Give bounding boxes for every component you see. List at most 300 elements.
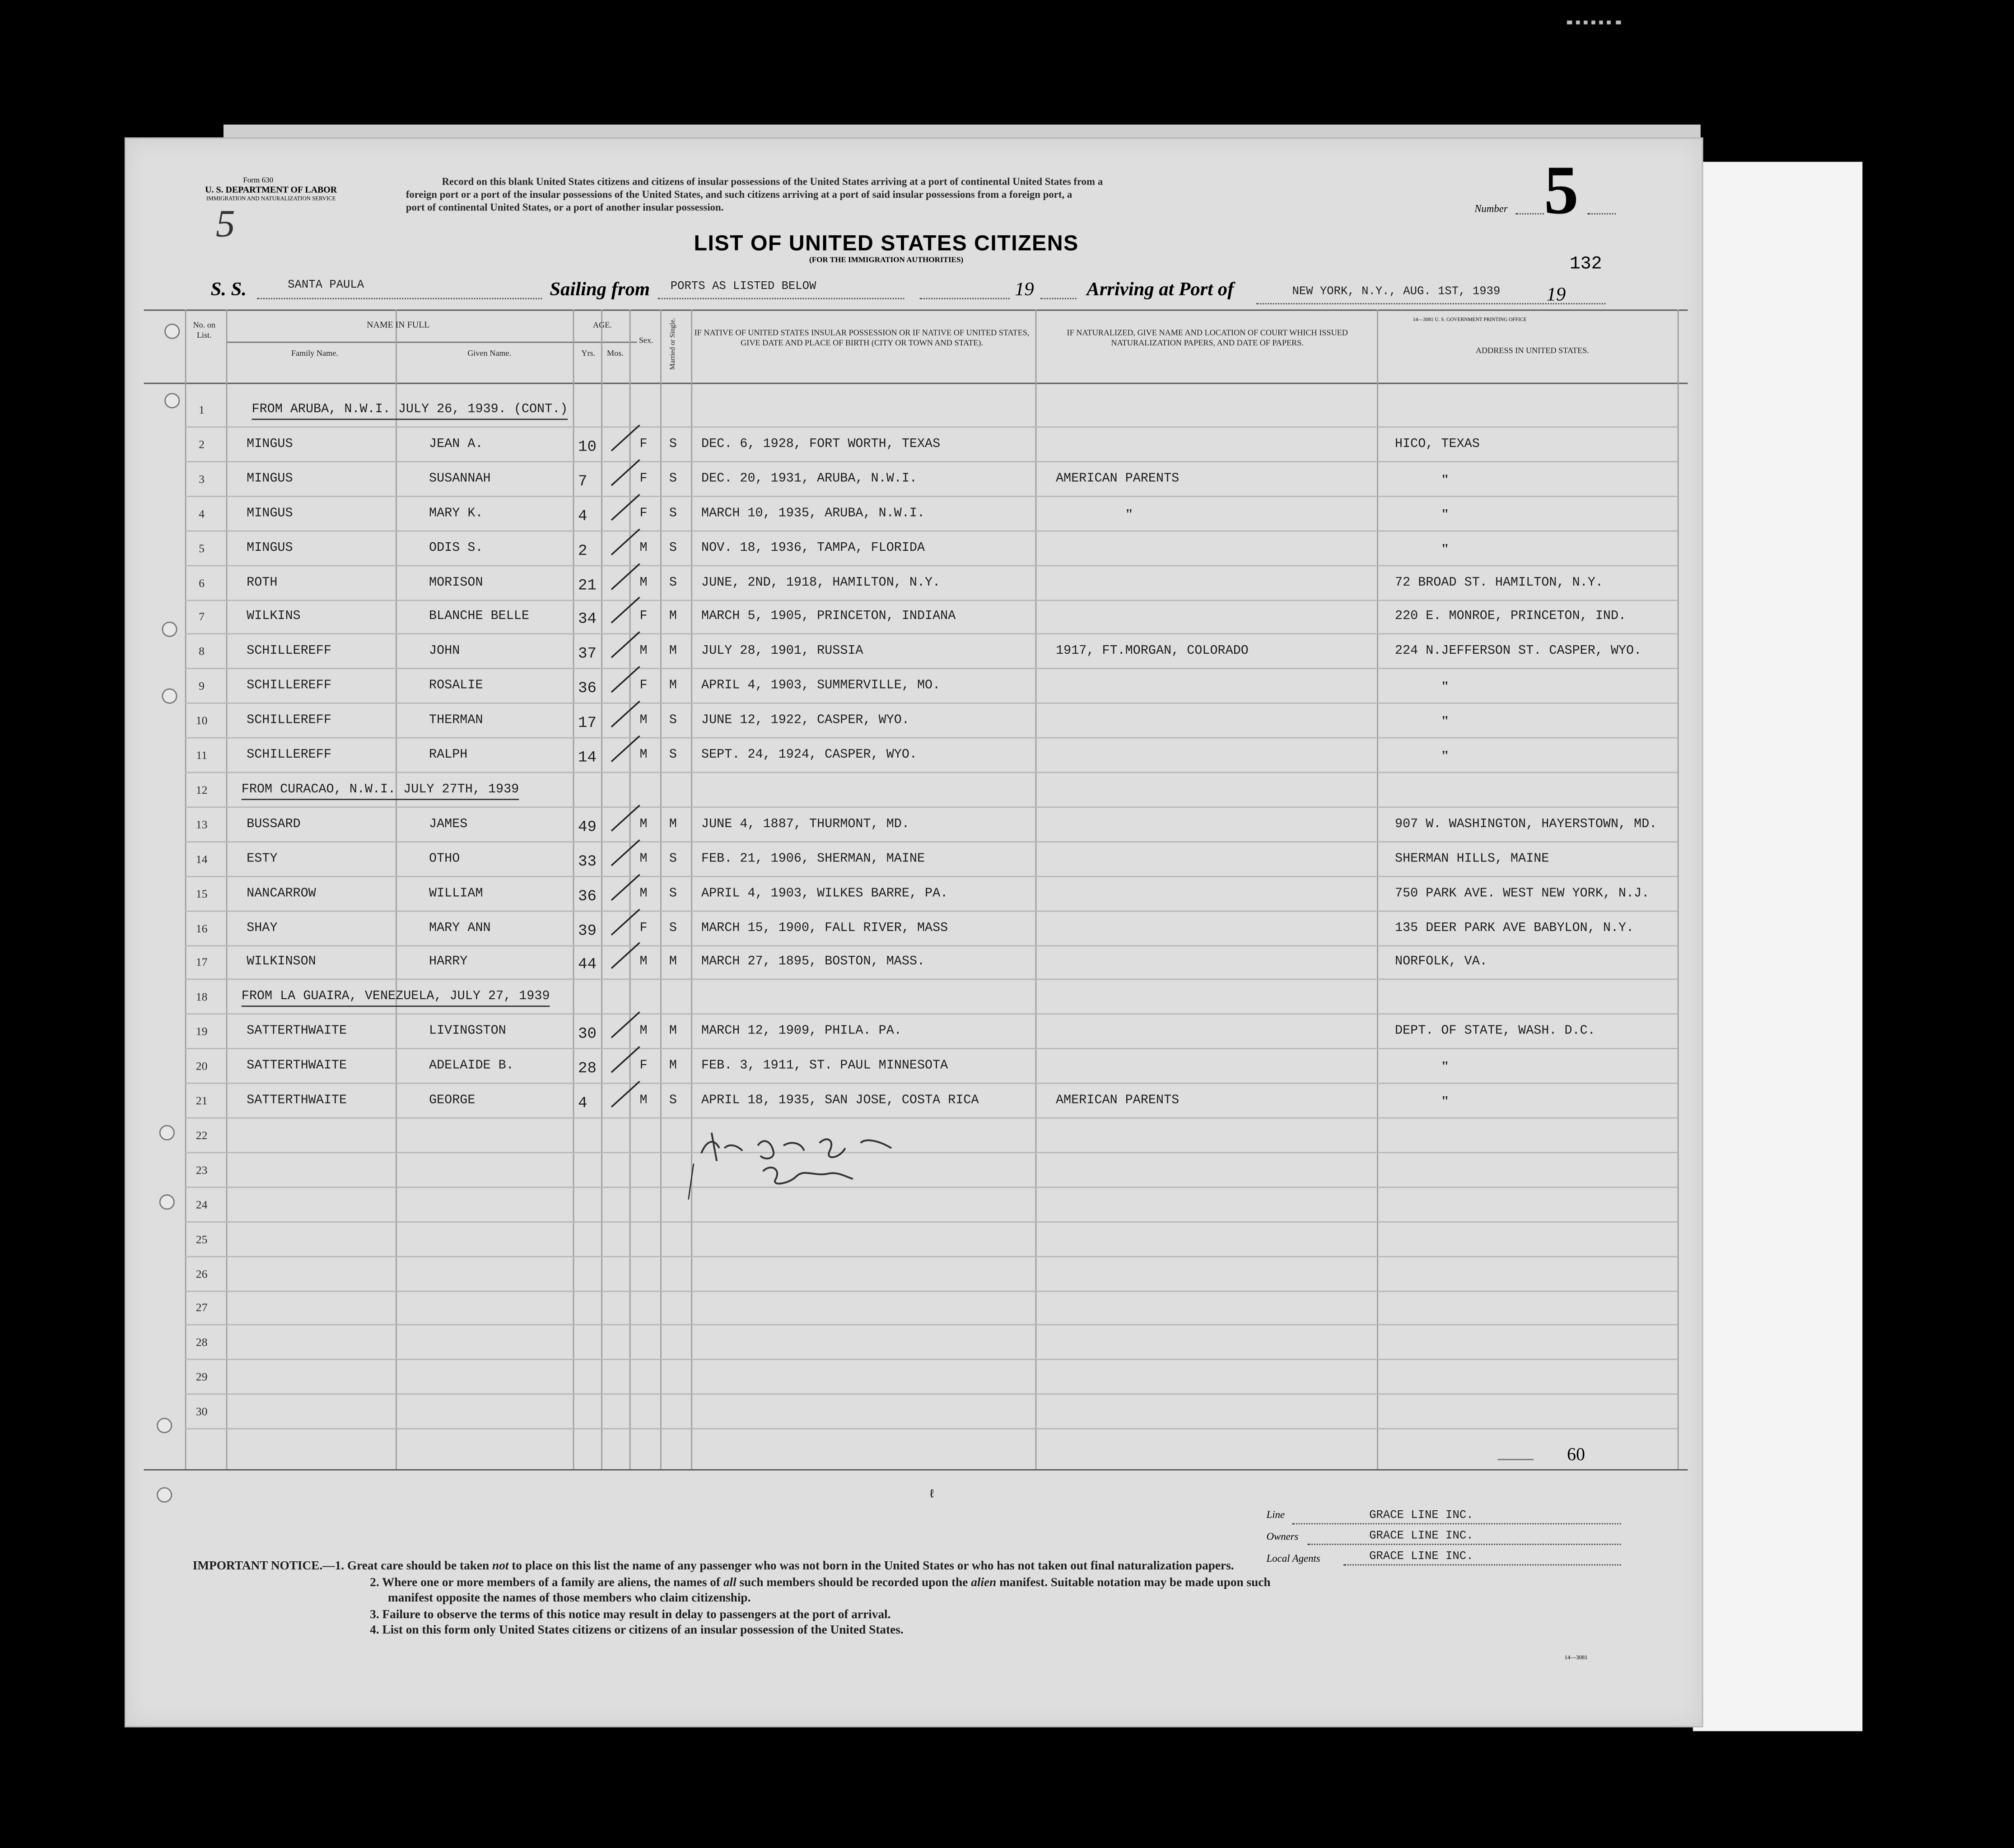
sex-cell: M (639, 852, 648, 867)
header-address: ADDRESS IN UNITED STATES. (1475, 346, 1589, 356)
sex-cell: F (639, 438, 648, 452)
marital-status-cell: S (669, 714, 677, 729)
birth-cell: JULY 28, 1901, RUSSIA (701, 645, 863, 660)
document-title: LIST OF UNITED STATES CITIZENS (694, 231, 1079, 256)
age-cell: 36 (578, 680, 597, 698)
given-name-cell: JEAN A. (429, 438, 483, 452)
sailing-line (657, 298, 904, 299)
row-number: 22 (196, 1128, 208, 1142)
address-cell: " (1441, 541, 1449, 557)
row-number: 3 (199, 472, 205, 485)
row-rule (185, 599, 1678, 600)
tally-number: 60 (1567, 1446, 1585, 1466)
sex-cell: M (639, 576, 648, 591)
given-name-cell: JOHN (429, 645, 460, 660)
family-name-cell: SCHILLEREFF (247, 714, 331, 729)
family-name-cell: SCHILLEREFF (247, 680, 331, 694)
given-name-cell: THERMAN (429, 714, 483, 729)
scan-mark (1567, 21, 1621, 30)
line-value: GRACE LINE INC. (1369, 1509, 1473, 1522)
marital-status-cell: M (669, 680, 677, 694)
arrival-value: NEW YORK, N.Y., AUG. 1ST, 1939 (1292, 285, 1501, 298)
binder-hole (159, 1125, 175, 1140)
row-number: 8 (199, 645, 205, 658)
header-given-name: Given Name. (467, 349, 512, 358)
birth-cell: MARCH 12, 1909, PHILA. PA. (701, 1025, 902, 1039)
birth-cell: FEB. 3, 1911, ST. PAUL MINNESOTA (701, 1059, 948, 1074)
column-rule (660, 310, 662, 1469)
underlying-sheet (1693, 162, 1862, 1731)
address-cell: " (1441, 749, 1449, 764)
column-rule (1377, 310, 1378, 1469)
column-rule (396, 310, 397, 1469)
given-name-cell: RALPH (429, 749, 468, 763)
notice-item-2-emph-all: all (723, 1575, 737, 1589)
row-number: 5 (199, 541, 205, 554)
sex-cell: F (639, 472, 648, 487)
row-number: 14 (196, 852, 208, 866)
family-name-cell: WILKINS (247, 610, 301, 625)
header-no-on-list: No. on List. (193, 321, 216, 340)
check-mark (606, 1007, 645, 1046)
row-rule (185, 530, 1678, 531)
notice-item-2-rest: manifest. Suitable notation may be made upon such (996, 1575, 1271, 1589)
row-number: 28 (196, 1336, 208, 1349)
year-prefix-2: 19 (1546, 285, 1566, 306)
row-rule (185, 1428, 1678, 1429)
notice-item-1-rest: to place on this list the name of any passenger who was not born in the United States or who has not taken out final naturalization papers. (508, 1559, 1234, 1573)
age-cell: 14 (578, 749, 597, 767)
age-cell: 30 (578, 1025, 597, 1043)
address-cell: NORFOLK, VA. (1395, 956, 1487, 970)
notice-item-1: 1. Great care should be taken (335, 1559, 493, 1573)
table-bottom-rule (144, 1469, 1688, 1471)
marital-status-cell: S (669, 749, 677, 763)
row-rule (185, 772, 1678, 773)
row-rule (185, 806, 1678, 808)
page-top-strip (224, 125, 1701, 137)
check-mark (606, 454, 645, 493)
row-number: 9 (199, 680, 205, 693)
year-prefix-1: 19 (1015, 280, 1034, 301)
age-cell: 10 (578, 438, 597, 456)
marital-status-cell: S (669, 472, 677, 487)
notice-item-2: 2. Where one or more members of a family are aliens, the names of (370, 1575, 723, 1589)
binder-hole (157, 1418, 172, 1433)
row-rule (185, 1187, 1678, 1188)
marital-status-cell: M (669, 818, 677, 832)
birth-cell: APRIL 18, 1935, SAN JOSE, COSTA RICA (701, 1094, 979, 1108)
age-cell: 39 (578, 921, 597, 940)
naturalized-cell: 1917, FT.MORGAN, COLORADO (1056, 645, 1249, 660)
row-number: 27 (196, 1301, 208, 1314)
section-header: FROM ARUBA, N.W.I. JULY 26, 1939. (CONT.) (252, 403, 568, 420)
check-mark (606, 834, 645, 873)
notice-item-1-emph: not (492, 1559, 509, 1573)
marital-status-cell: S (669, 921, 677, 936)
header-mos: Mos. (607, 349, 624, 358)
age-cell: 4 (578, 507, 587, 525)
agents-value: GRACE LINE INC. (1369, 1550, 1473, 1563)
row-rule (185, 979, 1678, 981)
marital-status-cell: S (669, 852, 677, 867)
sailing-from-value: PORTS AS LISTED BELOW (670, 280, 816, 293)
age-cell: 4 (578, 1094, 587, 1113)
line-underline (1292, 1523, 1621, 1524)
check-mark (606, 696, 645, 735)
birth-cell: MARCH 10, 1935, ARUBA, N.W.I. (701, 507, 925, 521)
birth-cell: JUNE 4, 1887, THURMONT, MD. (701, 818, 909, 832)
sex-cell: M (639, 1025, 648, 1039)
row-number: 18 (196, 990, 208, 1004)
sex-cell: M (639, 887, 648, 901)
age-cell: 49 (578, 818, 597, 836)
family-name-cell: NANCARROW (247, 887, 316, 901)
naturalized-cell: AMERICAN PARENTS (1056, 1094, 1179, 1108)
table-top-rule (144, 310, 1688, 311)
marital-status-cell: M (669, 1025, 677, 1039)
given-name-cell: OTHO (429, 852, 460, 867)
column-rule (1035, 310, 1037, 1469)
age-cell: 37 (578, 645, 597, 663)
row-number: 29 (196, 1370, 208, 1383)
row-number: 4 (199, 507, 205, 520)
marital-status-cell: M (669, 956, 677, 970)
check-mark (606, 938, 645, 977)
given-name-cell: GEORGE (429, 1094, 476, 1108)
marital-status-cell: S (669, 576, 677, 591)
record-instructions (406, 176, 1421, 214)
column-rule (601, 310, 602, 1469)
number-underline (1515, 213, 1544, 214)
header-birth: IF NATIVE OF UNITED STATES INSULAR POSSESSION OR IF NATIVE OF UNITED STATES, GIVE DATE AND PLACE OF BIRTH (CITY OR TOWN AND STATE). (694, 329, 1030, 348)
section-header: FROM CURACAO, N.W.I. JULY 27TH, 1939 (242, 783, 519, 800)
check-mark (606, 489, 645, 527)
binder-hole (162, 622, 177, 637)
given-name-cell: ODIS S. (429, 541, 483, 556)
row-rule (185, 426, 1678, 428)
binder-hole (164, 393, 180, 408)
sex-cell: M (639, 1094, 648, 1108)
naturalized-cell: AMERICAN PARENTS (1056, 472, 1179, 487)
name-subheader-rule (226, 342, 637, 343)
section-header: FROM LA GUAIRA, VENEZUELA, JULY 27, 1939 (242, 991, 550, 1007)
record-note-3: port of continental United States, or a port of another insular possession. (406, 201, 724, 214)
row-number: 12 (196, 783, 208, 796)
address-cell: " (1441, 507, 1449, 522)
row-number: 25 (196, 1232, 208, 1245)
row-rule (185, 668, 1678, 670)
column-rule (691, 310, 692, 1469)
given-name-cell: HARRY (429, 956, 468, 970)
marital-status-cell: S (669, 887, 677, 901)
given-name-cell: BLANCHE BELLE (429, 610, 529, 625)
document-subtitle: (FOR THE IMMIGRATION AUTHORITIES) (809, 256, 964, 265)
age-cell: 36 (578, 887, 597, 905)
family-name-cell: ESTY (247, 852, 278, 867)
row-number: 20 (196, 1059, 208, 1073)
sex-cell: M (639, 818, 648, 832)
sex-cell: F (639, 1059, 648, 1074)
age-cell: 21 (578, 576, 597, 594)
table-header-rule (144, 383, 1688, 384)
address-cell: HICO, TEXAS (1395, 438, 1480, 452)
number-underline-right (1588, 213, 1616, 214)
footer-code: 14—3081 (1564, 1654, 1588, 1661)
row-rule (185, 737, 1678, 739)
check-mark (606, 592, 645, 631)
family-name-cell: MINGUS (247, 472, 293, 487)
marital-status-cell: S (669, 541, 677, 556)
marital-status-cell: M (669, 645, 677, 660)
family-name-cell: ROTH (247, 576, 278, 591)
row-rule (185, 1117, 1678, 1119)
header-naturalized: IF NATURALIZED, GIVE NAME AND LOCATION OF COURT WHICH ISSUED NATURALIZATION PAPERS, AND DATE OF PAPERS. (1067, 329, 1348, 348)
address-cell: " (1441, 1059, 1449, 1075)
check-mark (606, 627, 645, 666)
record-note-2: foreign port or a port of the insular possessions of the United States, and such citizens arriving at a port of said insular possessions from a foreign port, a (406, 189, 1072, 200)
sailing-from-label: Sailing from (550, 280, 650, 301)
row-rule (185, 1359, 1678, 1360)
handwritten-signature (686, 1125, 930, 1202)
row-number: 24 (196, 1197, 208, 1211)
year-line-1 (1040, 298, 1077, 299)
given-name-cell: MORISON (429, 576, 483, 591)
row-number: 11 (196, 749, 207, 762)
row-rule (185, 1014, 1678, 1015)
important-notice (193, 1559, 1644, 1639)
birth-cell: FEB. 21, 1906, SHERMAN, MAINE (701, 852, 925, 867)
check-mark (606, 420, 645, 458)
check-mark (606, 731, 645, 769)
age-cell: 33 (578, 852, 597, 870)
marital-status-cell: S (669, 1094, 677, 1108)
birth-cell: DEC. 6, 1928, FORT WORTH, TEXAS (701, 438, 941, 452)
given-name-cell: MARY ANN (429, 921, 491, 936)
family-name-cell: BUSSARD (247, 818, 301, 832)
age-cell: 7 (578, 472, 587, 490)
department-name: U. S. DEPARTMENT OF LABOR (205, 185, 337, 196)
binder-hole (164, 324, 180, 339)
address-cell: 907 W. WASHINGTON, HAYERSTOWN, MD. (1395, 818, 1657, 832)
service-name: IMMIGRATION AND NATURALIZATION SERVICE (206, 195, 336, 202)
row-rule (185, 910, 1678, 912)
row-number: 6 (199, 576, 205, 589)
tally-rule (1498, 1459, 1534, 1460)
check-mark (606, 523, 645, 562)
sex-cell: F (639, 921, 648, 936)
notice-item-2-cont: manifest opposite the names of those members who claim citizenship. (388, 1591, 751, 1606)
ship-name: SANTA PAULA (288, 279, 364, 292)
binder-hole (162, 689, 177, 704)
row-number: 15 (196, 887, 208, 900)
row-number: 2 (199, 438, 205, 451)
birth-cell: MARCH 27, 1895, BOSTON, MASS. (701, 956, 925, 970)
column-rule (573, 310, 574, 1469)
check-mark (606, 1076, 645, 1115)
sailing-date-line (920, 298, 1010, 299)
notice-item-3: 3. Failure to observe the terms of this notice may result in delay to passengers at the port of arrival. (370, 1607, 891, 1622)
agents-label: Local Agents (1266, 1552, 1320, 1564)
given-name-cell: ROSALIE (429, 680, 483, 694)
ship-name-line (257, 298, 542, 299)
sex-cell: M (639, 956, 648, 970)
row-rule (185, 564, 1678, 566)
header-name-in-full: NAME IN FULL (367, 320, 430, 330)
row-rule (185, 1325, 1678, 1326)
address-cell: " (1441, 472, 1449, 488)
column-rule (1678, 310, 1679, 1469)
owners-underline (1308, 1544, 1621, 1545)
family-name-cell: SATTERTHWAITE (247, 1059, 347, 1074)
row-number: 23 (196, 1163, 208, 1176)
owners-value: GRACE LINE INC. (1369, 1529, 1473, 1543)
age-cell: 17 (578, 714, 597, 732)
row-number: 7 (199, 610, 205, 624)
row-rule (185, 495, 1678, 497)
given-name-cell: ADELAIDE B. (429, 1059, 514, 1074)
check-mark (606, 869, 645, 908)
column-rule (226, 310, 228, 1469)
header-age: AGE. (593, 321, 612, 330)
notice-item-4: 4. List on this form only United States citizens or citizens of an insular possession of the United States. (370, 1623, 904, 1638)
check-mark (606, 558, 645, 596)
notice-item-2-mid: such members should be recorded upon the (736, 1575, 971, 1589)
birth-cell: NOV. 18, 1936, TAMPA, FLORIDA (701, 541, 925, 556)
check-mark (606, 903, 645, 942)
address-cell: 135 DEER PARK AVE BABYLON, N.Y. (1395, 921, 1634, 936)
address-cell: " (1441, 680, 1449, 695)
row-number: 16 (196, 921, 208, 935)
binder-hole (159, 1194, 175, 1210)
family-name-cell: SCHILLEREFF (247, 645, 331, 660)
ss-label: S. S. (210, 280, 247, 301)
notice-item-2-emph-alien: alien (971, 1575, 997, 1589)
printer-note: 14—3081 U. S. GOVERNMENT PRINTING OFFICE (1413, 316, 1527, 322)
row-rule (185, 1256, 1678, 1257)
family-name-cell: MINGUS (247, 507, 293, 521)
address-cell: 220 E. MONROE, PRINCETON, IND. (1395, 610, 1627, 625)
form-number: Form 630 (243, 177, 274, 185)
arriving-label: Arriving at Port of (1086, 280, 1234, 301)
sex-cell: M (639, 749, 648, 763)
row-rule (185, 1290, 1678, 1291)
row-rule (185, 703, 1678, 704)
manifest-number: 5 (1543, 151, 1579, 229)
sex-cell: M (639, 541, 648, 556)
age-cell: 28 (578, 1059, 597, 1078)
address-cell: DEPT. OF STATE, WASH. D.C. (1395, 1025, 1595, 1039)
address-cell: " (1441, 714, 1449, 730)
marital-status-cell: M (669, 610, 677, 625)
address-cell: 750 PARK AVE. WEST NEW YORK, N.J. (1395, 887, 1650, 901)
birth-cell: JUNE 12, 1922, CASPER, WYO. (701, 714, 909, 729)
given-name-cell: WILLIAM (429, 887, 483, 901)
row-number: 30 (196, 1405, 208, 1418)
family-name-cell: SCHILLEREFF (247, 749, 331, 763)
sex-cell: M (639, 645, 648, 660)
header-yrs: Yrs. (581, 349, 596, 358)
age-cell: 2 (578, 541, 587, 560)
given-name-cell: LIVINGSTON (429, 1025, 506, 1039)
owners-label: Owners (1266, 1531, 1299, 1543)
row-number: 26 (196, 1267, 208, 1280)
family-name-cell: SATTERTHWAITE (247, 1094, 347, 1108)
birth-cell: APRIL 4, 1903, SUMMERVILLE, MO. (701, 680, 941, 694)
given-name-cell: MARY K. (429, 507, 483, 521)
header-family-name: Family Name. (291, 349, 338, 358)
marital-status-cell: M (669, 1059, 677, 1074)
pencil-mark: ℓ (930, 1487, 934, 1500)
number-label: Number (1474, 203, 1508, 215)
birth-cell: MARCH 15, 1900, FALL RIVER, MASS (701, 921, 948, 936)
row-number: 21 (196, 1094, 208, 1107)
family-name-cell: SATTERTHWAITE (247, 1025, 347, 1039)
birth-cell: JUNE, 2ND, 1918, HAMILTON, N.Y. (701, 576, 941, 591)
sex-cell: M (639, 714, 648, 729)
marital-status-cell: S (669, 507, 677, 521)
age-cell: 44 (578, 956, 597, 974)
binder-hole (157, 1487, 172, 1503)
row-rule (185, 1048, 1678, 1050)
record-note-1: Record on this blank United States citizens and citizens of insular possessions of the United States arriving at a port of continental United States from a (442, 176, 1103, 188)
age-cell: 34 (578, 610, 597, 629)
row-rule (185, 1083, 1678, 1084)
naturalized-cell: " (1125, 507, 1133, 522)
birth-cell: APRIL 4, 1903, WILKES BARRE, PA. (701, 887, 948, 901)
row-number: 1 (199, 403, 205, 416)
row-rule (185, 841, 1678, 843)
birth-cell: SEPT. 24, 1924, CASPER, WYO. (701, 749, 917, 763)
handwritten-five: 5 (215, 203, 235, 246)
birth-cell: DEC. 20, 1931, ARUBA, N.W.I. (701, 472, 917, 487)
address-cell: SHERMAN HILLS, MAINE (1395, 852, 1549, 867)
sex-cell: F (639, 507, 648, 521)
row-number: 19 (196, 1025, 208, 1038)
check-mark (606, 1042, 645, 1080)
marital-status-cell: S (669, 438, 677, 452)
row-rule (185, 461, 1678, 462)
given-name-cell: JAMES (429, 818, 468, 832)
page-number: 132 (1569, 254, 1602, 275)
row-rule (185, 875, 1678, 877)
check-mark (606, 661, 645, 700)
row-number: 10 (196, 714, 208, 727)
row-rule (185, 1221, 1678, 1222)
address-cell: 224 N.JEFFERSON ST. CASPER, WYO. (1395, 645, 1642, 660)
birth-cell: MARCH 5, 1905, PRINCETON, INDIANA (701, 610, 956, 625)
address-cell: " (1441, 1094, 1449, 1110)
row-rule (185, 1394, 1678, 1395)
row-number: 17 (196, 956, 208, 969)
sex-cell: F (639, 610, 648, 625)
row-rule (185, 945, 1678, 946)
given-name-cell: SUSANNAH (429, 472, 491, 487)
address-cell: 72 BROAD ST. HAMILTON, N.Y. (1395, 576, 1603, 591)
family-name-cell: MINGUS (247, 541, 293, 556)
family-name-cell: MINGUS (247, 438, 293, 452)
check-mark (606, 800, 645, 838)
row-rule (185, 633, 1678, 635)
family-name-cell: WILKINSON (247, 956, 316, 970)
line-label: Line (1266, 1509, 1285, 1521)
header-married-single: Married or Single. (669, 318, 677, 370)
notice-label: IMPORTANT NOTICE.— (192, 1559, 335, 1573)
header-sex: Sex. (639, 336, 653, 346)
sex-cell: F (639, 680, 648, 694)
row-number: 13 (196, 818, 208, 831)
family-name-cell: SHAY (247, 921, 278, 936)
